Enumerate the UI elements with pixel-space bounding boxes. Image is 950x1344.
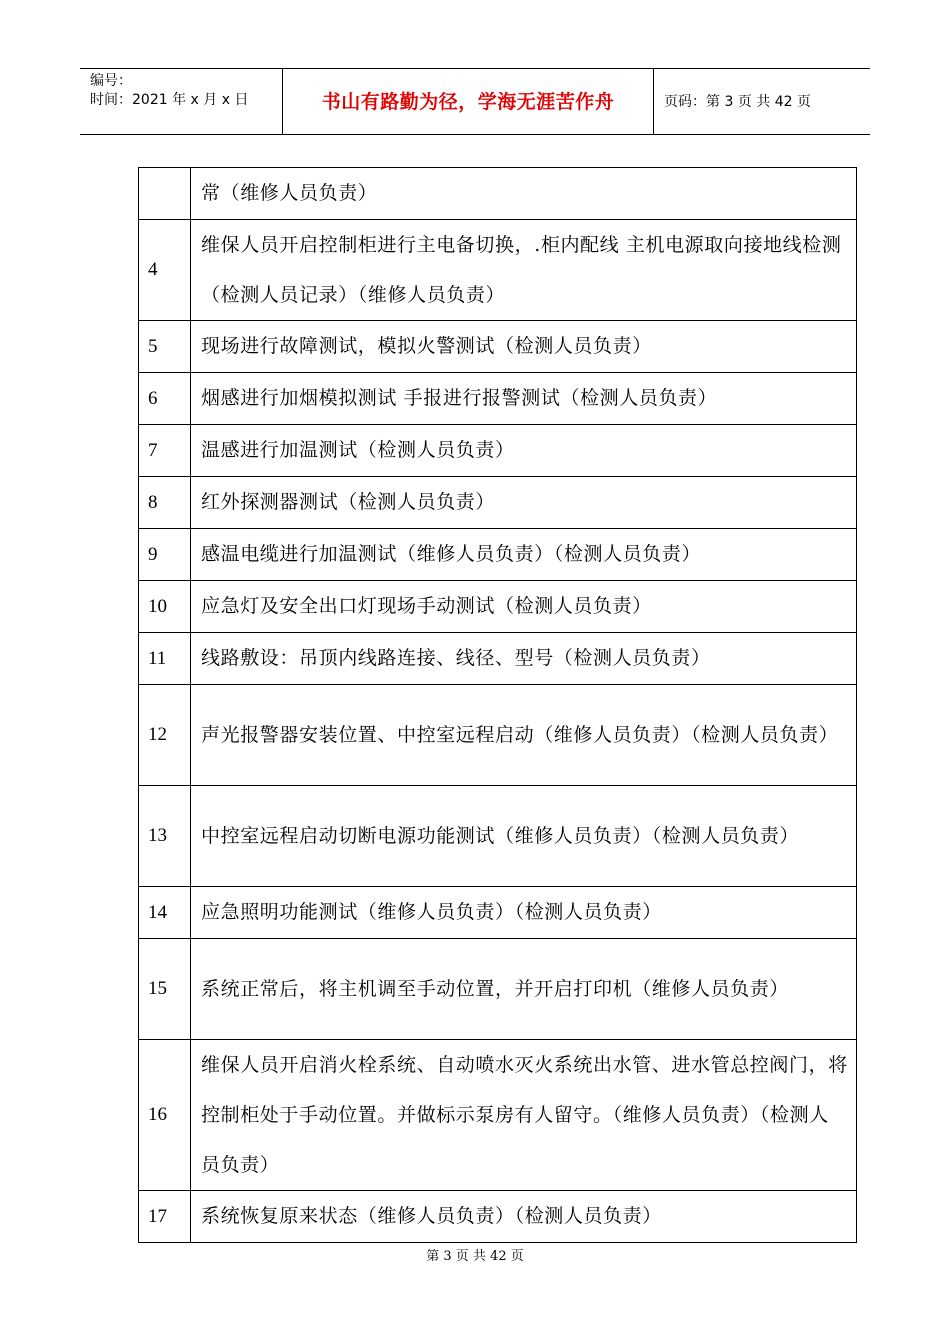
row-text: 现场进行故障测试，模拟火警测试（检测人员负责）: [191, 321, 857, 373]
row-text: 常（维修人员负责）: [191, 168, 857, 220]
row-number: 17: [139, 1191, 191, 1243]
row-number: 12: [139, 685, 191, 786]
procedure-table: [138, 167, 857, 1243]
row-number: 7: [139, 425, 191, 477]
header-page-info: 页码：第 3 页 共 42 页: [664, 94, 811, 110]
row-text: 线路敷设：吊顶内线路连接、线径、型号（检测人员负责）: [191, 633, 857, 685]
row-text: 维保人员开启控制柜进行主电备切换，.柜内配线 主机电源取向接地线检测（检测人员记录）（维修人员负责）: [191, 220, 857, 321]
row-text: 声光报警器安装位置、中控室远程启动（维修人员负责）（检测人员负责）: [191, 685, 857, 786]
table-row: [139, 168, 857, 220]
table-row: [139, 220, 857, 321]
row-number: 14: [139, 887, 191, 939]
row-text: 温感进行加温测试（检测人员负责）: [191, 425, 857, 477]
row-number: 9: [139, 529, 191, 581]
row-text: 系统恢复原来状态（维修人员负责）（检测人员负责）: [191, 1191, 857, 1243]
table-row: [139, 581, 857, 633]
table-row: [139, 529, 857, 581]
row-number: 13: [139, 786, 191, 887]
page-footer: 第 3 页 共 42 页: [426, 1249, 524, 1264]
document-code-label: 编号：: [90, 73, 132, 89]
table-row: [139, 1040, 857, 1191]
row-number: 11: [139, 633, 191, 685]
row-text: 系统正常后，将主机调至手动位置，并开启打印机（维修人员负责）: [191, 939, 857, 1040]
row-number: 15: [139, 939, 191, 1040]
row-text: 应急照明功能测试（维修人员负责）（检测人员负责）: [191, 887, 857, 939]
row-number: 10: [139, 581, 191, 633]
row-number: 16: [139, 1040, 191, 1191]
row-number: 5: [139, 321, 191, 373]
table-row: [139, 477, 857, 529]
table-row: [139, 633, 857, 685]
row-text: 应急灯及安全出口灯现场手动测试（检测人员负责）: [191, 581, 857, 633]
table-row: [139, 887, 857, 939]
row-text: 维保人员开启消火栓系统、自动喷水灭火系统出水管、进水管总控阀门，将控制柜处于手动位置。并做标示泵房有人留守。（维修人员负责）（检测人员负责）: [191, 1040, 857, 1191]
table-row: [139, 786, 857, 887]
header-meta: [80, 69, 283, 134]
table-row: [139, 939, 857, 1040]
table-row: [139, 321, 857, 373]
table-row: [139, 373, 857, 425]
row-text: 红外探测器测试（检测人员负责）: [191, 477, 857, 529]
row-text: 中控室远程启动切断电源功能测试（维修人员负责）（检测人员负责）: [191, 786, 857, 887]
table-row: [139, 1191, 857, 1243]
row-number: 6: [139, 373, 191, 425]
table-row: [139, 425, 857, 477]
row-text: 烟感进行加烟模拟测试 手报进行报警测试（检测人员负责）: [191, 373, 857, 425]
row-text: 感温电缆进行加温测试（维修人员负责）（检测人员负责）: [191, 529, 857, 581]
row-number: 4: [139, 220, 191, 321]
page-header: [80, 68, 870, 135]
table-row: [139, 685, 857, 786]
document-date: 时间：2021 年 x 月 x 日: [90, 92, 249, 108]
row-number: 8: [139, 477, 191, 529]
header-slogan: 书山有路勤为径，学海无涯苦作舟: [283, 69, 654, 134]
row-number: [139, 168, 191, 220]
